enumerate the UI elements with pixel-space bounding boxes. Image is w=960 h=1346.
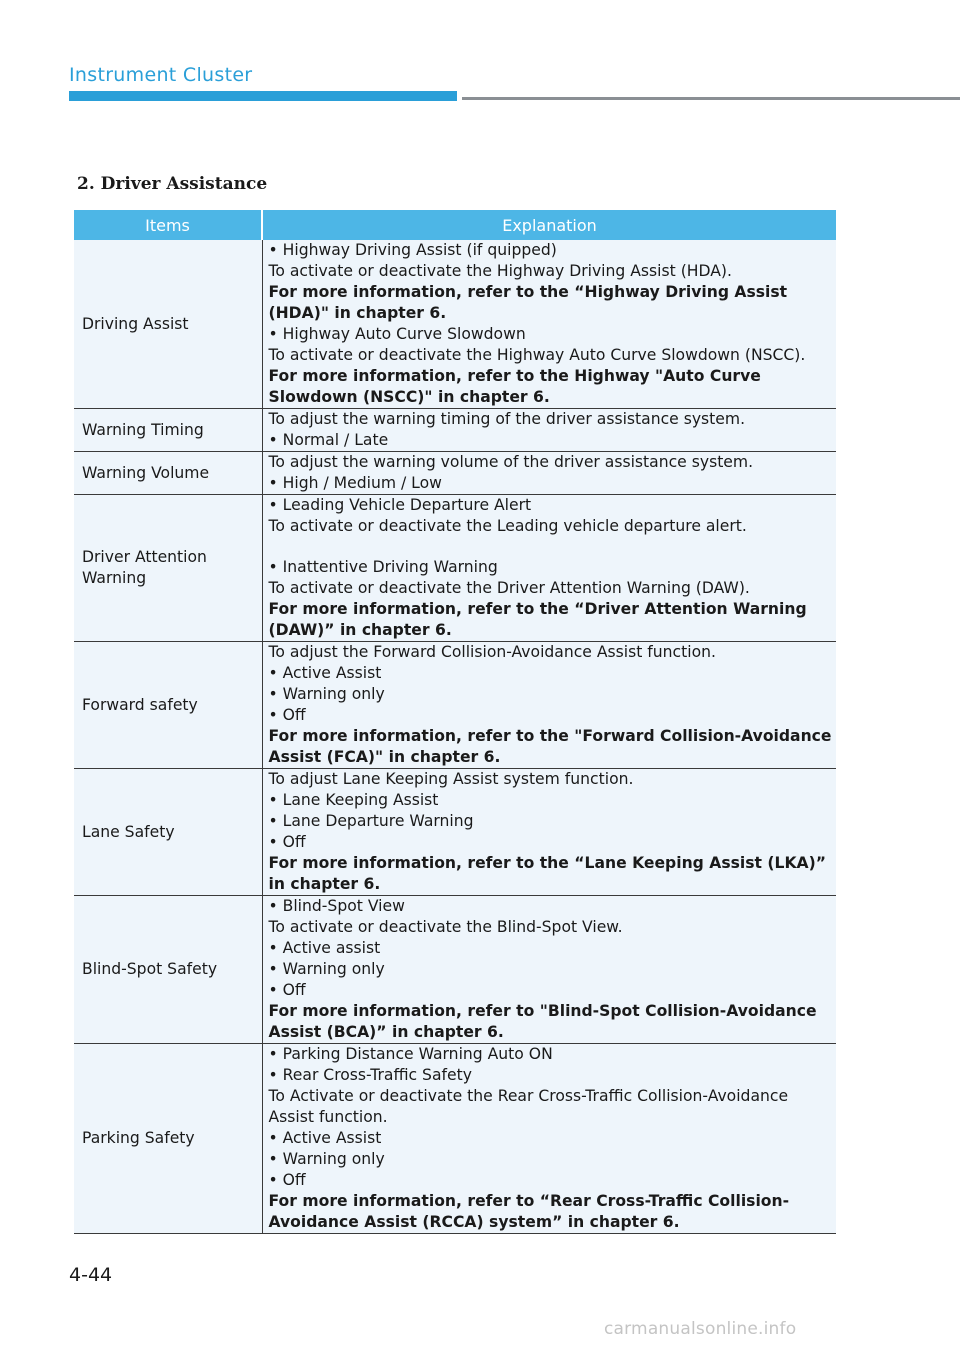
watermark: carmanualsonline.info (604, 1319, 797, 1339)
explanation-line (269, 537, 833, 557)
explanation-line: To Activate or deactivate the Rear Cross-Traffic Collision-Avoidance Assist function. (268, 1087, 794, 1126)
explanation-line: • Active assist (268, 939, 381, 957)
explanation-line: • Off (268, 706, 306, 724)
item-explanation (262, 409, 836, 452)
item-explanation (262, 769, 836, 896)
explanation-line: • Parking Distance Warning Auto ON (268, 1045, 553, 1063)
explanation-line: • Normal / Late (268, 431, 389, 449)
item-name: Blind-Spot Safety (74, 896, 262, 1044)
item-explanation (262, 452, 836, 495)
explanation-line: • Lane Departure Warning (268, 812, 474, 830)
explanation-line: To adjust the warning timing of the driver assistance system. (268, 410, 746, 428)
explanation-line: • Active Assist (268, 1129, 382, 1147)
explanation-line: • Warning only (268, 1150, 385, 1168)
section-title: Instrument Cluster (69, 64, 253, 86)
item-explanation (262, 1044, 836, 1234)
column-header-items: Items (74, 210, 262, 240)
item-name: Forward safety (74, 642, 262, 769)
table-row (74, 409, 836, 452)
explanation-line: • Highway Driving Assist (if quipped) (268, 241, 557, 259)
table-row (74, 1044, 836, 1234)
table-row (74, 240, 836, 409)
table-row (74, 642, 836, 769)
explanation-line: • High / Medium / Low (268, 474, 442, 492)
explanation-reference: For more information, refer to the “Lane Keeping Assist (LKA)” in chapter 6. (268, 854, 832, 893)
page-number: 4-44 (69, 1264, 113, 1286)
item-name: Warning Timing (74, 409, 262, 452)
item-explanation (262, 896, 836, 1044)
explanation-line: To activate or deactivate the Driver Attention Warning (DAW). (268, 579, 750, 597)
explanation-line: • Highway Auto Curve Slowdown (268, 325, 526, 343)
explanation-reference: For more information, refer to the “Driver Attention Warning (DAW)” in chapter 6. (268, 600, 813, 639)
explanation-line: • Off (268, 833, 306, 851)
item-name: Parking Safety (74, 1044, 262, 1234)
explanation-line: To activate or deactivate the Highway Driving Assist (HDA). (268, 262, 732, 280)
subheading: 2. Driver Assistance (77, 174, 268, 194)
explanation-line: • Warning only (268, 960, 385, 978)
header-rule (462, 97, 960, 100)
explanation-reference: For more information, refer to "Blind-Spot Collision-Avoidance Assist (BCA)” in chapter 6. (268, 1002, 823, 1041)
item-explanation (262, 642, 836, 769)
explanation-line: To adjust the Forward Collision-Avoidance Assist function. (268, 643, 716, 661)
item-name: Driving Assist (74, 240, 262, 409)
explanation-line: To activate or deactivate the Leading vehicle departure alert. (268, 517, 747, 535)
item-name: Lane Safety (74, 769, 262, 896)
explanation-line: • Inattentive Driving Warning (268, 558, 498, 576)
explanation-reference: For more information, refer to the “Highway Driving Assist (HDA)" in chapter 6. (268, 283, 793, 322)
driver-assistance-table (74, 210, 836, 1234)
explanation-line: • Warning only (268, 685, 385, 703)
explanation-reference: For more information, refer to the Highway "Auto Curve Slowdown (NSCC)" in chapter 6. (268, 367, 767, 406)
table-row (74, 896, 836, 1044)
table-row (74, 495, 836, 642)
item-explanation (262, 240, 836, 409)
table-row (74, 452, 836, 495)
table-header-row (74, 210, 836, 240)
explanation-line: • Lane Keeping Assist (268, 791, 439, 809)
explanation-line: To adjust Lane Keeping Assist system function. (268, 770, 634, 788)
column-header-explanation: Explanation (262, 210, 836, 240)
header-accent-bar (69, 91, 457, 101)
table-body (74, 240, 836, 1234)
explanation-line: • Active Assist (268, 664, 382, 682)
explanation-line: • Blind-Spot View (268, 897, 405, 915)
item-explanation (262, 495, 836, 642)
explanation-line: • Off (268, 1171, 306, 1189)
explanation-line: To activate or deactivate the Highway Auto Curve Slowdown (NSCC). (268, 346, 806, 364)
explanation-reference: For more information, refer to “Rear Cross-Traffic Collision-Avoidance Assist (RCCA) system” in chapter 6. (268, 1192, 790, 1231)
explanation-line: • Off (268, 981, 306, 999)
explanation-line: To activate or deactivate the Blind-Spot View. (268, 918, 623, 936)
explanation-line: • Leading Vehicle Departure Alert (268, 496, 532, 514)
table-row (74, 769, 836, 896)
explanation-line: • Rear Cross-Traffic Safety (268, 1066, 472, 1084)
explanation-reference: For more information, refer to the "Forward Collision-Avoidance Assist (FCA)" in chapter 6. (268, 727, 837, 766)
explanation-line: To adjust the warning volume of the driver assistance system. (268, 453, 754, 471)
item-name: Driver Attention Warning (74, 495, 262, 642)
item-name: Warning Volume (74, 452, 262, 495)
